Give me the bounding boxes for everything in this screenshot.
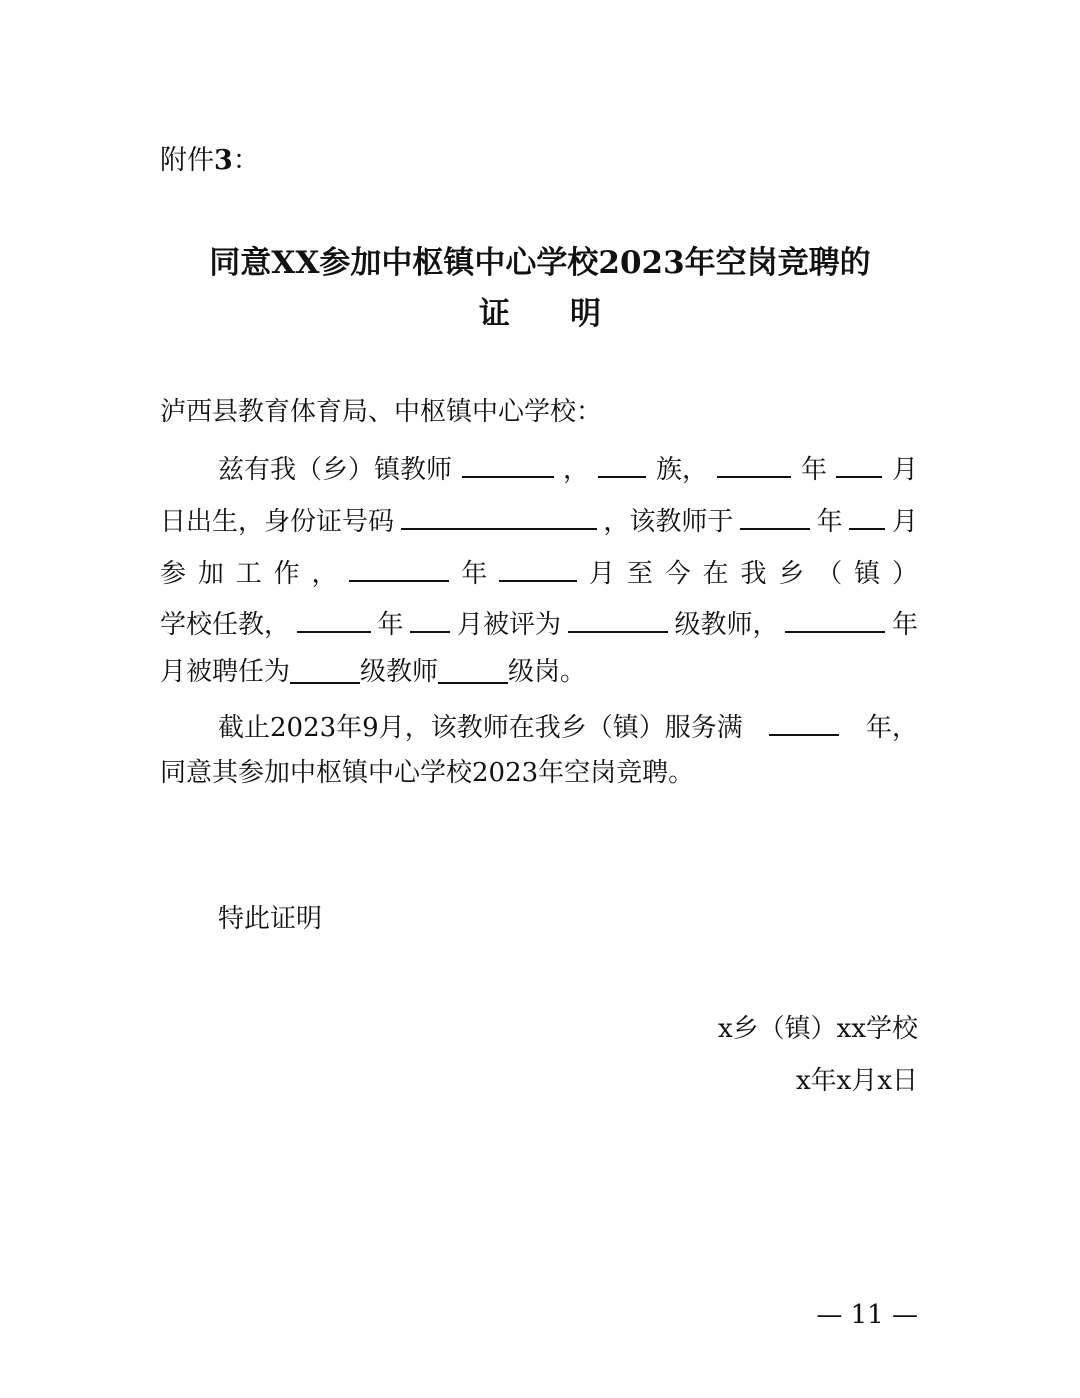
page-number: — 11 —	[816, 1300, 918, 1330]
p3-char: 作	[273, 559, 300, 589]
p4-text-c: 月被评为	[456, 610, 561, 640]
salutation: 泸西县教育体育局、中枢镇中心学校：	[160, 397, 603, 427]
p2-text-a: 日出生，身份证号码	[160, 507, 395, 537]
blank-rated-year	[297, 605, 371, 633]
blank-work-year	[740, 502, 810, 530]
document-title-line1: 同意XX参加中枢镇中心学校2023年空岗竞聘的	[209, 245, 871, 281]
para1-line2	[160, 502, 918, 535]
p2-text-b: ，该教师于	[603, 507, 734, 537]
para1-line4	[160, 605, 918, 638]
p4-text-d: 级教师，	[674, 610, 779, 640]
p4-text-b: 年	[377, 610, 404, 640]
p4-text-a: 学校任教，	[160, 610, 291, 640]
p3-char: 在	[702, 559, 729, 589]
blank-hired-level	[290, 656, 360, 684]
para1-line3	[160, 554, 918, 587]
blank-teach-month	[499, 554, 577, 582]
document-title-line2	[0, 288, 1080, 333]
para2-line1	[218, 708, 918, 741]
p3-year: 年	[461, 559, 488, 589]
p3-char: ，	[311, 559, 338, 589]
para2-line2: 同意其参加中枢镇中心学校2023年空岗竞聘。	[160, 758, 695, 788]
blank-birth-year	[717, 450, 791, 478]
p3-char: （	[816, 559, 843, 589]
title-char-1: 证	[479, 296, 510, 332]
blank-work-month	[849, 502, 885, 530]
para1-line5	[160, 656, 586, 685]
blank-service-years	[769, 708, 839, 736]
p1-text-e: 月	[891, 455, 918, 485]
para1-line1	[218, 450, 918, 483]
attachment-label	[160, 138, 260, 177]
blank-ethnicity	[598, 450, 646, 478]
signature-date: x年x月x日	[796, 1066, 918, 1096]
p3-char: 今	[664, 559, 691, 589]
title-char-2: 明	[570, 296, 601, 332]
blank-rated-level	[568, 605, 668, 633]
p1-text-d: 年	[800, 455, 827, 485]
signature-school: x乡（镇）xx学校	[718, 1014, 918, 1044]
p2-text-d: 月	[891, 507, 918, 537]
p3-char: 月	[588, 559, 615, 589]
p3-char: 乡	[778, 559, 805, 589]
p3-char: 加	[197, 559, 224, 589]
p3-char: 工	[235, 559, 262, 589]
p2-text-c: 年	[816, 507, 843, 537]
blank-rated-month	[410, 605, 450, 633]
p5-text-b: 级教师	[360, 657, 439, 687]
p3-char: 参	[160, 559, 187, 589]
p5-text-a: 月被聘任为	[160, 657, 291, 687]
p3-char: 至	[626, 559, 653, 589]
p3-char: 镇	[854, 559, 881, 589]
p1-text-c: 族，	[655, 455, 708, 485]
blank-teach-year	[349, 554, 449, 582]
p1-text-a: 兹有我（乡）镇教师	[218, 455, 453, 485]
blank-id-number	[401, 502, 597, 530]
p1-text-b: ，	[562, 455, 589, 485]
closing-text: 特此证明	[218, 904, 323, 934]
blank-hired-year	[785, 605, 885, 633]
p3-char: ）	[891, 559, 918, 589]
blank-birth-month	[836, 450, 882, 478]
p6-text-a: 截止2023年9月，该教师在我乡（镇）服务满	[218, 713, 743, 743]
p5-text-c: 级岗。	[508, 657, 587, 687]
attachment-number: 3	[214, 145, 233, 176]
attachment-colon: ：	[232, 145, 260, 176]
p6-text-b: 年，	[865, 713, 918, 743]
blank-teacher-name	[462, 450, 554, 478]
p4-text-e: 年	[891, 610, 918, 640]
blank-post-level	[438, 656, 508, 684]
p3-char: 我	[740, 559, 767, 589]
attachment-text: 附件	[160, 145, 214, 176]
